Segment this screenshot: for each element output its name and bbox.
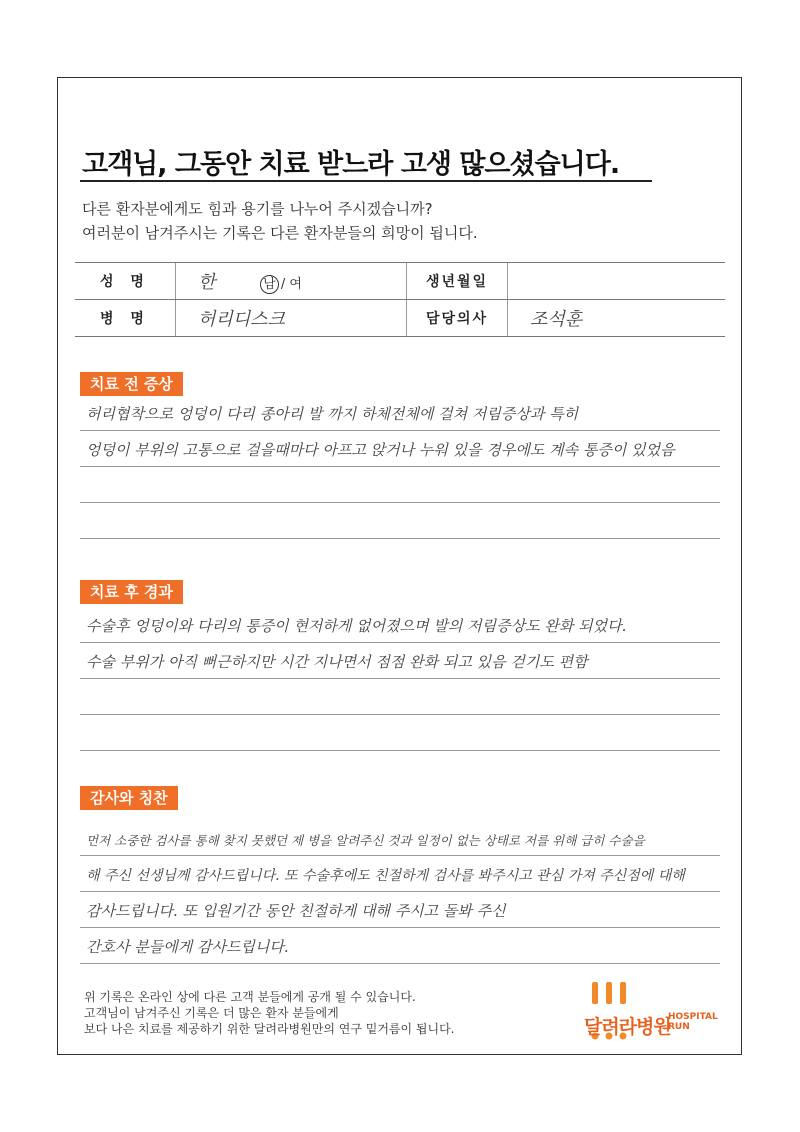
handwritten-line (80, 715, 720, 751)
handwritten-line: 엉덩이 부위의 고통으로 걸을때마다 아프고 앉거나 누워 있을 경우에도 계속 통증이 있었음 (80, 431, 720, 467)
handwritten-line: 수술후 엉덩이와 다리의 통증이 현저하게 없어졌으며 발의 저림증상도 완화 되었다. (80, 607, 720, 643)
patient-info-table (75, 262, 725, 337)
info-row-1 (75, 263, 725, 300)
footer-note-2: 고객님이 남겨주신 기록은 더 많은 환자 분들에게 (84, 1006, 339, 1020)
handwritten-line: 먼저 소중한 검사를 통해 찾지 못했던 제 병을 알려주신 것과 일정이 없는 상태로 저를 위해 급히 수술을 (80, 820, 720, 856)
logo-name: 달려라병원 (584, 1016, 671, 1038)
handwritten-line (80, 503, 720, 539)
handwritten-line: 해 주신 선생님께 감사드립니다. 또 수술후에도 친절하게 검사를 봐주시고 관심 가져 주신점에 대해 (80, 856, 720, 892)
doctor-label: 담당의사 (407, 300, 508, 337)
intro-line-2: 여러분이 남겨주시는 기록은 다른 환자분들의 희망이 됩니다. (82, 224, 478, 242)
sex-male-circled: 남 (260, 275, 279, 294)
name-cell (176, 263, 407, 300)
section-after-label: 치료 후 경과 (80, 580, 183, 604)
handwritten-line (80, 679, 720, 715)
disease-value: 허리디스크 (176, 300, 407, 337)
section-after-lines (80, 607, 720, 751)
doctor-value: 조석훈 (508, 300, 726, 337)
sex-select (220, 277, 302, 292)
info-row-2 (75, 300, 725, 337)
handwritten-line: 수술 부위가 아직 뻐근하지만 시간 지나면서 점점 완화 되고 있음 걷기도 편함 (80, 643, 720, 679)
handwritten-line: 허리협착으로 엉덩이 다리 종아리 발 까지 하체전체에 걸쳐 저림증상과 특히 (80, 395, 720, 431)
sex-separator: / (280, 277, 286, 292)
handwritten-line: 간호사 분들에게 감사드립니다. (80, 928, 720, 964)
page-title: 고객님, 그동안 치료 받느라 고생 많으셨습니다. (82, 149, 620, 180)
name-value: 한 (198, 272, 216, 293)
section-before-lines (80, 395, 720, 539)
name-label: 성 명 (75, 263, 176, 300)
footer-note-3: 보다 나은 치료를 제공하기 위한 달려라병원만의 연구 밑거름이 됩니다. (84, 1022, 455, 1036)
sex-female: 여 (289, 277, 302, 292)
intro-line-1: 다른 환자분에게도 힘과 용기를 나누어 주시겠습니까? (82, 200, 433, 218)
title-underline (80, 180, 652, 182)
section-before-label: 치료 전 증상 (80, 372, 183, 396)
birth-value (508, 263, 726, 300)
handwritten-line: 감사드립니다. 또 입원기간 동안 친절하게 대해 주시고 돌봐 주신 (80, 892, 720, 928)
logo-subtitle: HOSPITAL RUN (668, 1012, 718, 1032)
handwritten-line (80, 467, 720, 503)
disease-label: 병 명 (75, 300, 176, 337)
section-thanks-lines (80, 820, 720, 964)
footer-note-1: 위 기록은 온라인 상에 다른 고객 분들에게 공개 될 수 있습니다. (84, 990, 416, 1004)
section-thanks-label: 감사와 칭찬 (80, 786, 178, 810)
birth-label: 생년월일 (407, 263, 508, 300)
